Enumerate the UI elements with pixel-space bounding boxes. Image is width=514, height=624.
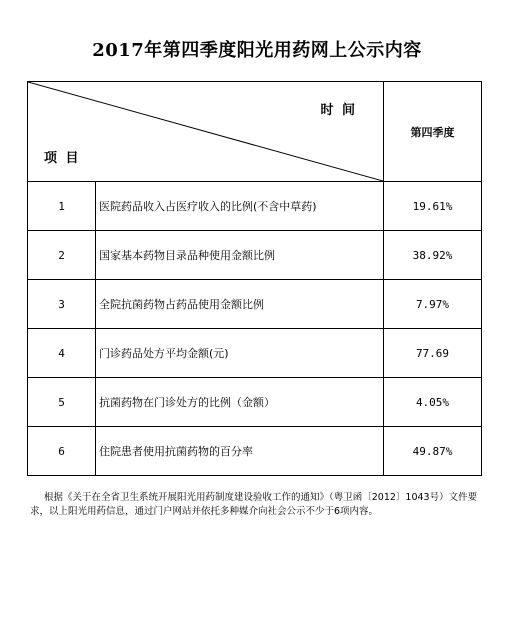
- table-header-row: [28, 82, 482, 182]
- indicator-value: 77.69: [384, 329, 482, 378]
- row-number: 2: [28, 231, 96, 280]
- indicator-name: 国家基本药物目录品种使用金额比例: [96, 231, 384, 280]
- row-number: 5: [28, 378, 96, 427]
- row-number: 4: [28, 329, 96, 378]
- indicator-value: 19.61%: [384, 182, 482, 231]
- quarter-header-cell: 第四季度: [384, 82, 482, 182]
- indicator-value: 7.97%: [384, 280, 482, 329]
- indicator-value: 4.05%: [384, 378, 482, 427]
- table-row: [28, 427, 482, 476]
- row-number: 1: [28, 182, 96, 231]
- indicator-value: 38.92%: [384, 231, 482, 280]
- indicator-name: 全院抗菌药物占药品使用金额比例: [96, 280, 384, 329]
- item-header-label: 项 目: [44, 151, 81, 166]
- table-row: [28, 280, 482, 329]
- row-number: 3: [28, 280, 96, 329]
- footnote: 根据《关于在全省卫生系统开展阳光用药制度建设验收工作的通知》（粤卫函〔2012〕1043号）文件要求，以上阳光用药信息，通过门户网站并依托多种媒介向社会公示不少于6项内容。: [30, 492, 478, 517]
- diagonal-header-cell: [28, 82, 384, 182]
- table-row: [28, 378, 482, 427]
- disclosure-table: [27, 81, 482, 476]
- indicator-name: 住院患者使用抗菌药物的百分率: [96, 427, 384, 476]
- indicator-name: 抗菌药物在门诊处方的比例（金额）: [96, 378, 384, 427]
- time-header-label: 时 间: [320, 103, 357, 118]
- table-row: [28, 329, 482, 378]
- indicator-name: 医院药品收入占医疗收入的比例(不含中草药): [96, 182, 384, 231]
- table-row: [28, 231, 482, 280]
- table-row: [28, 182, 482, 231]
- indicator-name: 门诊药品处方平均金额(元): [96, 329, 384, 378]
- page-title: 2017年第四季度阳光用药网上公示内容: [92, 40, 422, 61]
- indicator-value: 49.87%: [384, 427, 482, 476]
- diagonal-divider-line: [28, 82, 383, 181]
- row-number: 6: [28, 427, 96, 476]
